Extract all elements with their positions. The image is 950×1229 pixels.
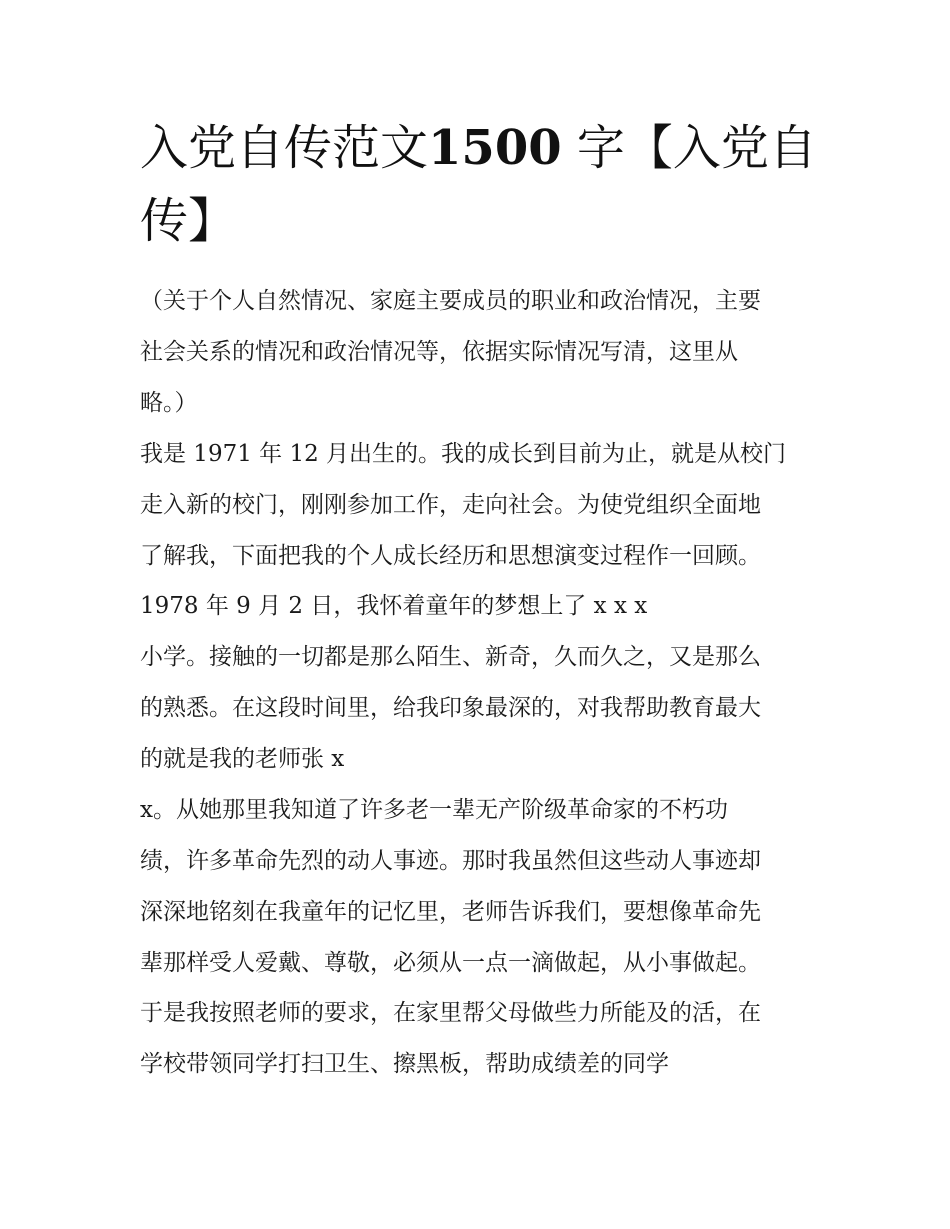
body-line: 的熟悉。在这段时间里，给我印象最深的，对我帮助教育最大 [140, 695, 761, 721]
body-line: 1978 年 9 月 2 日，我怀着童年的梦想上了 x x x [140, 593, 648, 619]
body-line: 的就是我的老师张 x [140, 746, 345, 772]
body-line: 社会关系的情况和政治情况等，依据实际情况写清，这里从 [140, 339, 738, 365]
title-number: 1500 [428, 120, 562, 176]
body-line: 于是我按照老师的要求，在家里帮父母做些力所能及的活，在 [140, 1000, 761, 1026]
body-line: 了解我，下面把我的个人成长经历和思想演变过程作一回顾。 [140, 543, 761, 569]
body-line: x。从她那里我知道了许多老一辈无产阶级革命家的不朽功 [140, 797, 728, 823]
title-text-part1: 入党自传范文 [140, 120, 429, 176]
body-line: 小学。接触的一切都是那么陌生、新奇，久而久之，又是那么 [140, 644, 761, 670]
title-text-line2: 传】 [140, 193, 237, 249]
body-line: 学校带领同学打扫卫生、擦黑板，帮助成绩差的同学 [140, 1051, 669, 1077]
body-line: 走入新的校门，刚刚参加工作，走向社会。为使党组织全面地 [140, 492, 761, 518]
title-text-part2: 字【入党自 [561, 120, 817, 176]
body-line: 深深地铭刻在我童年的记忆里，老师告诉我们，要想像革命先 [140, 899, 761, 925]
body-line: 辈那样受人爱戴、尊敬，必须从一点一滴做起，从小事做起。 [140, 950, 761, 976]
document-title [140, 112, 830, 258]
body-line: 我是 1971 年 12 月出生的。我的成长到目前为止，就是从校门 [140, 441, 787, 467]
body-line: 略。） [140, 390, 198, 416]
body-line: （关于个人自然情况、家庭主要成员的职业和政治情况，主要 [140, 288, 761, 314]
body-line: 绩，许多革命先烈的动人事迹。那时我虽然但这些动人事迹却 [140, 848, 761, 874]
